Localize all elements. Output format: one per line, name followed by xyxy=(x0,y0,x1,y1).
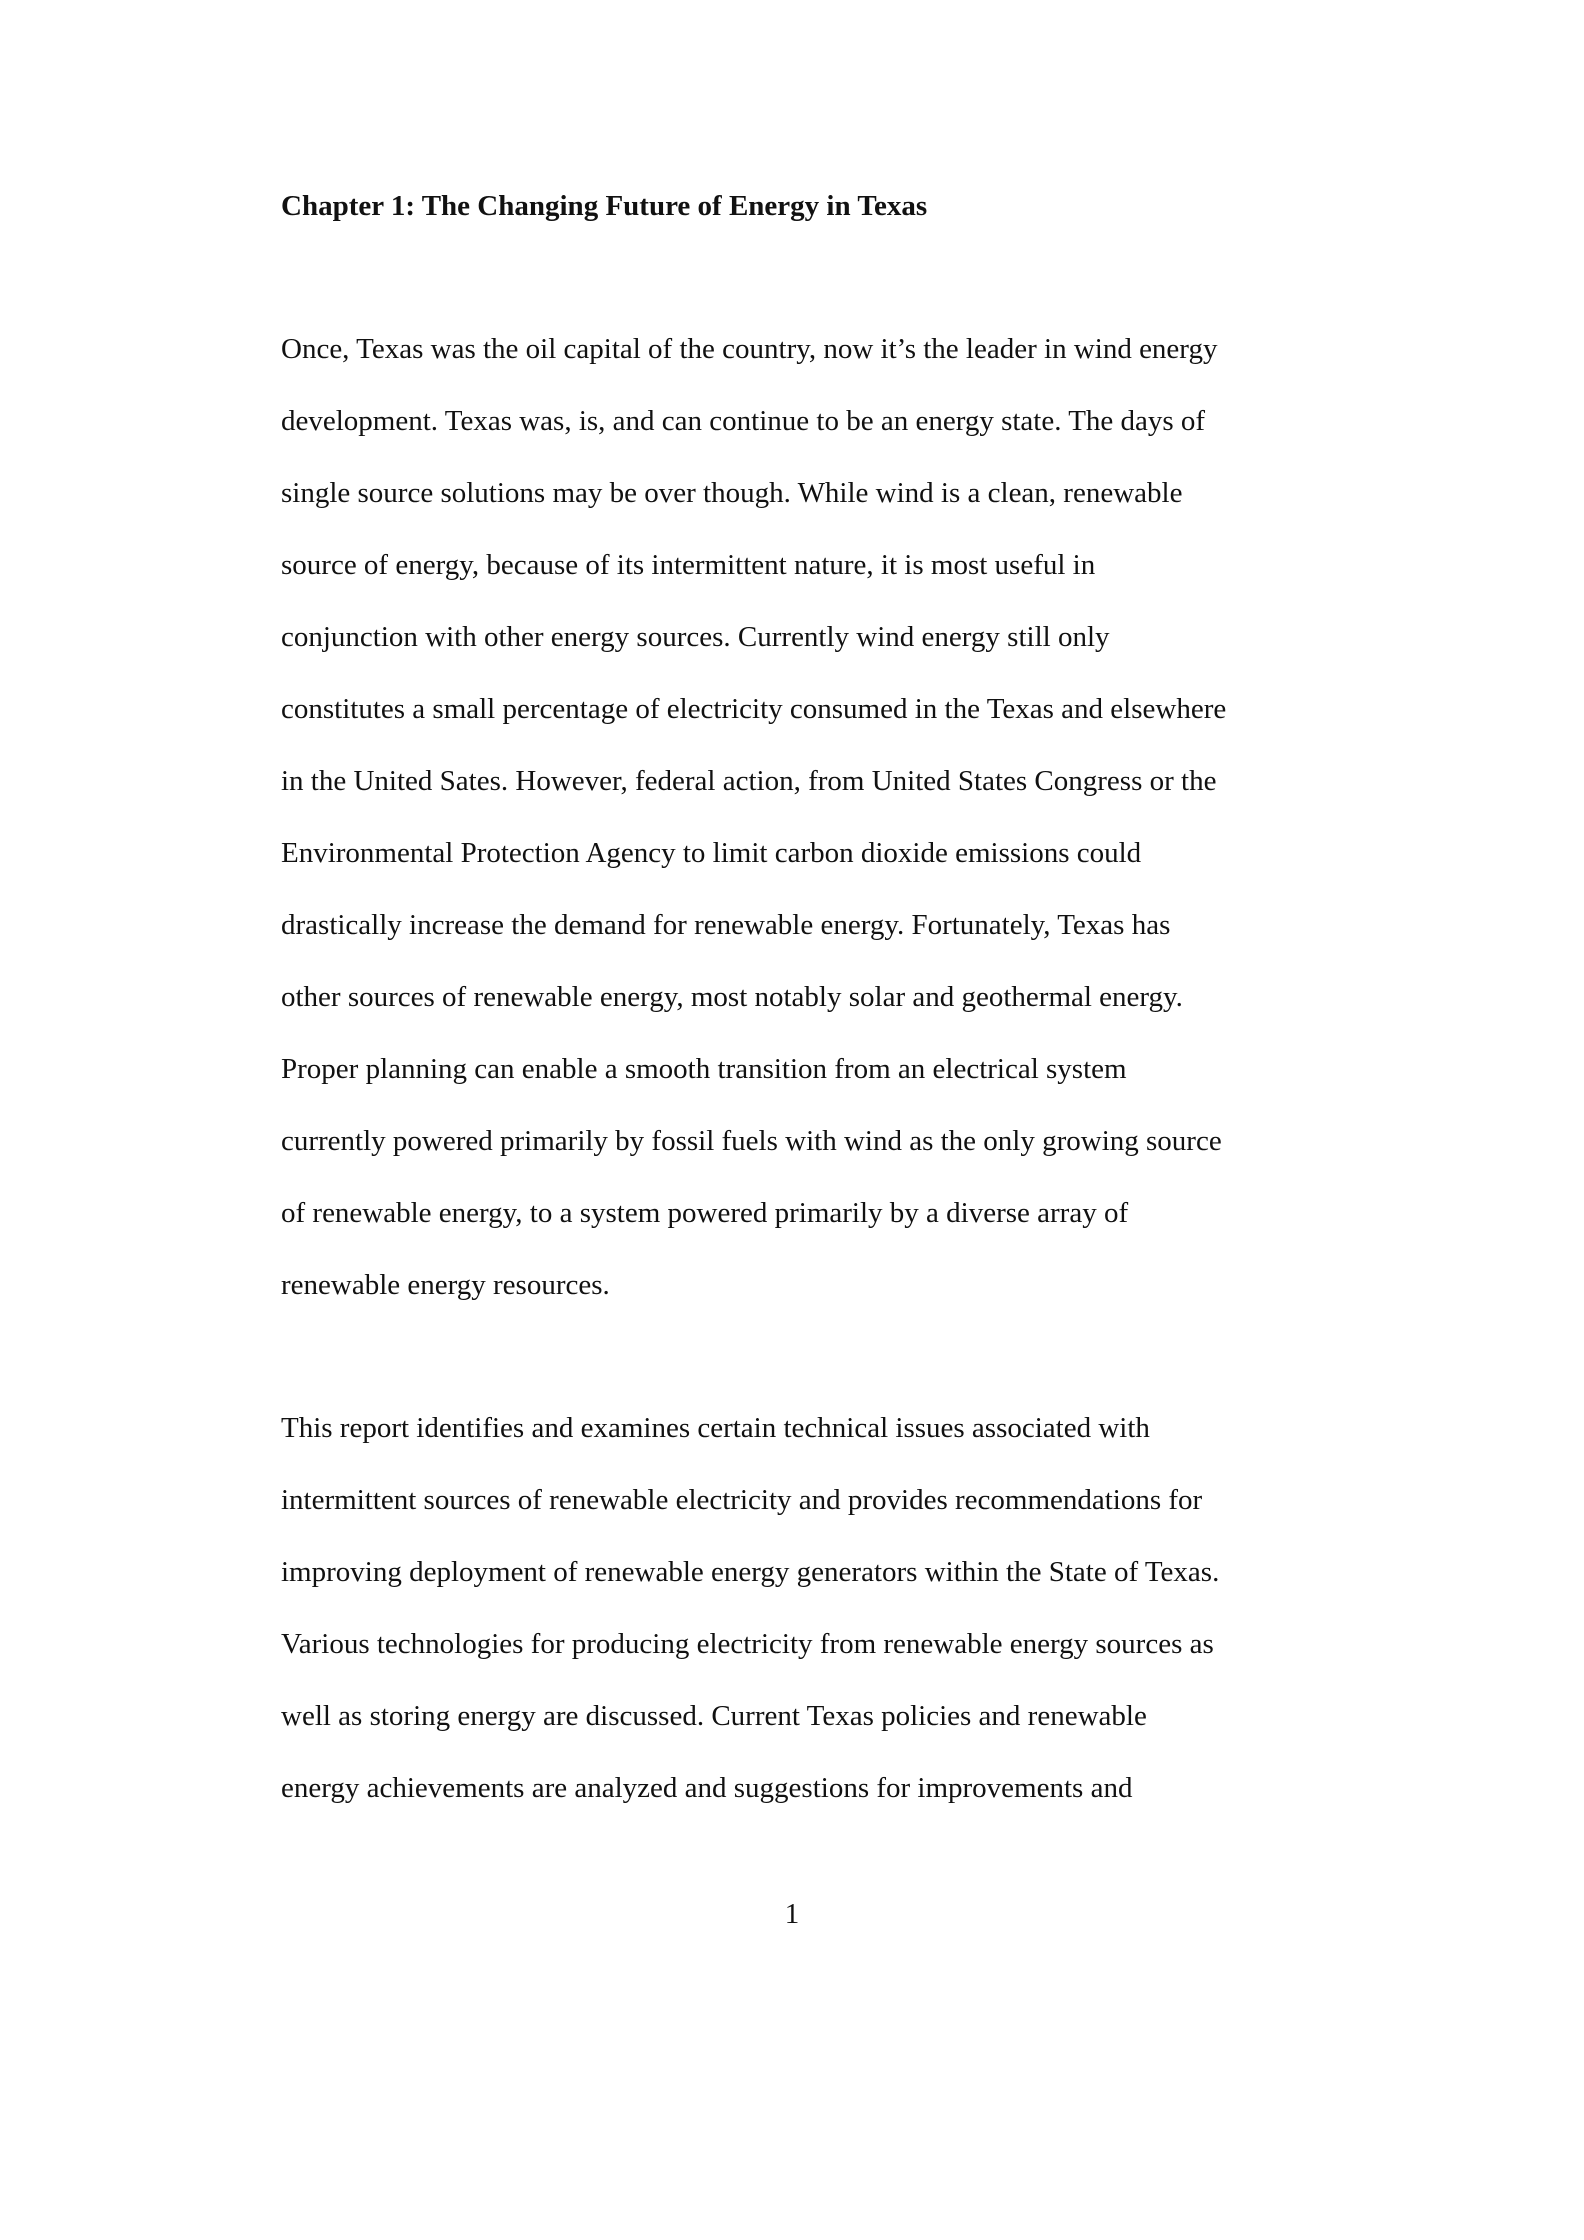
paragraph-1-line-10: other sources of renewable energy, most notably solar and geothermal energy. xyxy=(281,981,1183,1013)
paragraph-2-line-4: Various technologies for producing electricity from renewable energy sources as xyxy=(281,1628,1214,1660)
paragraph-1-line-4: source of energy, because of its intermittent nature, it is most useful in xyxy=(281,549,1096,581)
paragraph-2-line-1: This report identifies and examines certain technical issues associated with xyxy=(281,1412,1150,1444)
paragraph-1-line-14: renewable energy resources. xyxy=(281,1269,610,1301)
paragraph-1-line-1: Once, Texas was the oil capital of the country, now it’s the leader in wind energy xyxy=(281,333,1218,365)
paragraph-2-line-5: well as storing energy are discussed. Current Texas policies and renewable xyxy=(281,1700,1147,1732)
paragraph-1-line-8: Environmental Protection Agency to limit carbon dioxide emissions could xyxy=(281,837,1142,869)
page-number: 1 xyxy=(784,1898,800,1930)
paragraph-1-line-5: conjunction with other energy sources. Currently wind energy still only xyxy=(281,621,1110,653)
paragraph-1-line-13: of renewable energy, to a system powered primarily by a diverse array of xyxy=(281,1197,1129,1229)
paragraph-1-line-12: currently powered primarily by fossil fuels with wind as the only growing source xyxy=(281,1125,1222,1157)
paragraph-2-line-2: intermittent sources of renewable electricity and provides recommendations for xyxy=(281,1484,1203,1516)
paragraph-1-line-6: constitutes a small percentage of electricity consumed in the Texas and elsewhere xyxy=(281,693,1227,725)
paragraph-1-line-2: development. Texas was, is, and can continue to be an energy state. The days of xyxy=(281,405,1206,437)
paragraph-1-line-11: Proper planning can enable a smooth transition from an electrical system xyxy=(281,1053,1127,1085)
paragraph-2-line-6: energy achievements are analyzed and suggestions for improvements and xyxy=(281,1772,1133,1804)
paragraph-1-line-3: single source solutions may be over though. While wind is a clean, renewable xyxy=(281,477,1183,509)
paragraph-2-line-3: improving deployment of renewable energy generators within the State of Texas. xyxy=(281,1556,1220,1588)
chapter-title: Chapter 1: The Changing Future of Energy in Texas xyxy=(281,190,928,222)
paragraph-1-line-7: in the United Sates. However, federal action, from United States Congress or the xyxy=(281,765,1217,797)
paragraph-1-line-9: drastically increase the demand for renewable energy. Fortunately, Texas has xyxy=(281,909,1171,941)
